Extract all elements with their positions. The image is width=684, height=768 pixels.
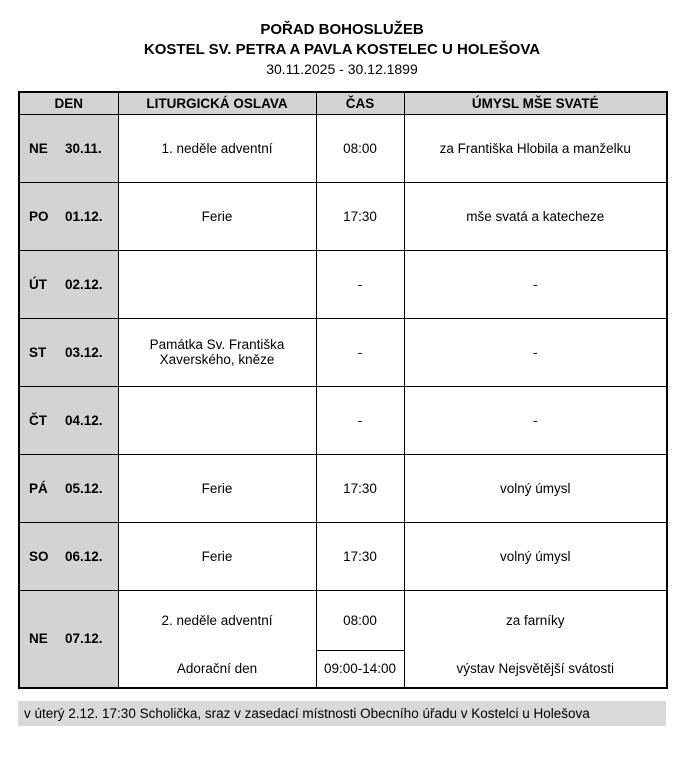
day-cell	[19, 250, 118, 318]
celebration-cell	[118, 250, 316, 318]
intention-cell: za farníky	[404, 590, 667, 650]
table-row	[19, 182, 667, 250]
day-cell	[19, 454, 118, 522]
day-cell	[19, 182, 118, 250]
table-row	[19, 522, 667, 590]
time-cell: -	[316, 386, 404, 454]
time-cell: -	[316, 250, 404, 318]
day-cell	[19, 522, 118, 590]
celebration-cell	[118, 386, 316, 454]
table-row	[19, 590, 667, 650]
day-date: 30.11.	[65, 140, 102, 156]
celebration-cell: Památka Sv. Františka Xaverského, kněze	[118, 318, 316, 386]
day-abbr: ČT	[29, 412, 47, 428]
table-row	[19, 386, 667, 454]
day-date: 01.12.	[65, 208, 103, 224]
intention-cell: -	[404, 250, 667, 318]
date-range: 30.11.2025 - 30.12.1899	[266, 61, 418, 77]
column-header-cas: ČAS	[316, 92, 404, 114]
schedule-table	[18, 91, 668, 689]
celebration-cell: Ferie	[118, 182, 316, 250]
day-date: 05.12.	[65, 480, 103, 496]
column-header-liturgicka-oslava: LITURGICKÁ OSLAVA	[118, 92, 316, 114]
table-row	[19, 454, 667, 522]
day-abbr: SO	[29, 548, 49, 564]
day-cell	[19, 114, 118, 182]
column-header-den: DEN	[19, 92, 118, 114]
celebration-cell: Ferie	[118, 454, 316, 522]
time-cell: 08:00	[316, 590, 404, 650]
day-abbr: ST	[29, 344, 47, 360]
page-title: POŘAD BOHOSLUŽEB	[260, 21, 424, 38]
day-date: 06.12.	[65, 548, 103, 564]
day-abbr: PÁ	[29, 480, 48, 496]
document-header	[18, 20, 666, 79]
table-header-row	[19, 92, 667, 114]
day-date: 07.12.	[65, 631, 103, 647]
celebration-cell: Ferie	[118, 522, 316, 590]
day-date: 02.12.	[65, 276, 103, 292]
column-header-umysl: ÚMYSL MŠE SVATÉ	[404, 92, 667, 114]
intention-cell: -	[404, 386, 667, 454]
time-cell: 09:00-14:00	[316, 650, 404, 688]
day-cell	[19, 386, 118, 454]
intention-cell: mše svatá a katecheze	[404, 182, 667, 250]
table-row	[19, 318, 667, 386]
time-cell: 17:30	[316, 454, 404, 522]
time-cell: 17:30	[316, 522, 404, 590]
day-date: 04.12.	[65, 412, 103, 428]
day-cell	[19, 318, 118, 386]
intention-cell: za Františka Hlobila a manželku	[404, 114, 667, 182]
table-row	[19, 114, 667, 182]
intention-cell: výstav Nejsvětější svátosti	[404, 650, 667, 688]
celebration-cell: 2. neděle adventní	[118, 590, 316, 650]
day-cell	[19, 590, 118, 688]
day-abbr: NE	[29, 631, 48, 647]
intention-cell: -	[404, 318, 667, 386]
day-date: 03.12.	[65, 344, 103, 360]
day-abbr: ÚT	[29, 276, 47, 292]
celebration-cell: Adorační den	[118, 650, 316, 688]
time-cell: 08:00	[316, 114, 404, 182]
day-abbr: NE	[29, 140, 48, 156]
footer-note: v úterý 2.12. 17:30 Scholička, sraz v zasedací místnosti Obecního úřadu v Kostelci u Holešova	[18, 701, 666, 726]
page-subtitle: KOSTEL SV. PETRA A PAVLA KOSTELEC U HOLEŠOVA	[143, 41, 541, 58]
intention-cell: volný úmysl	[404, 522, 667, 590]
intention-cell: volný úmysl	[404, 454, 667, 522]
time-cell: -	[316, 318, 404, 386]
table-row	[19, 250, 667, 318]
time-cell: 17:30	[316, 182, 404, 250]
celebration-cell: 1. neděle adventní	[118, 114, 316, 182]
day-abbr: PO	[29, 208, 49, 224]
